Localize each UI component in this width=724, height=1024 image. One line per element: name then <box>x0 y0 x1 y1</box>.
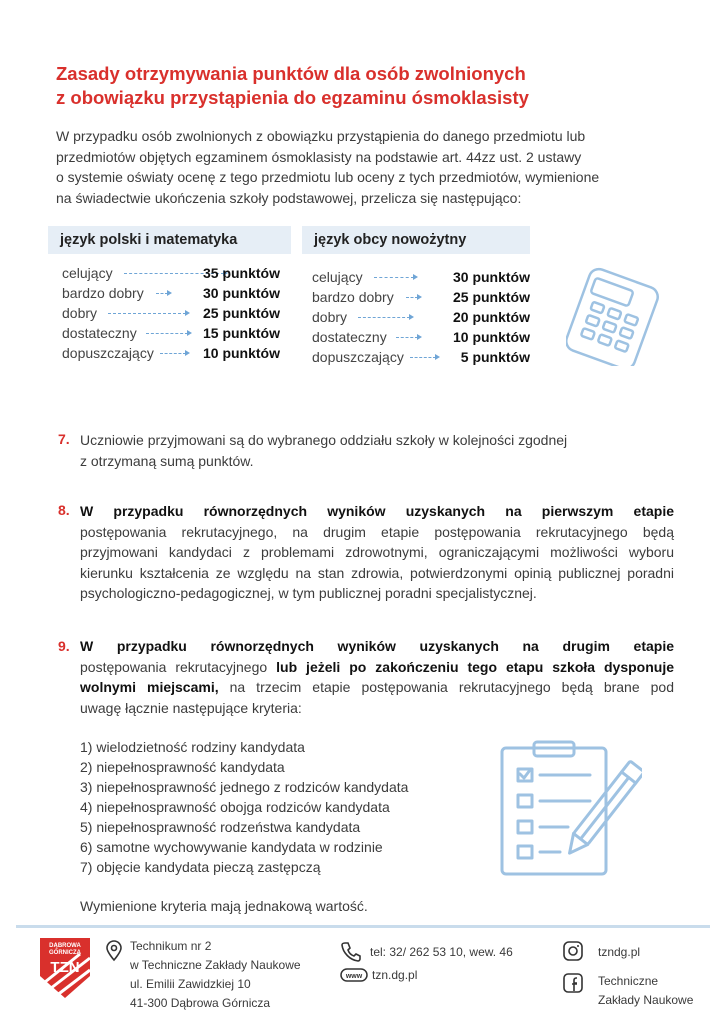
section-9-line <box>80 677 674 698</box>
table-heading-foreign-language: język obcy nowożytny <box>302 226 530 254</box>
list-item: 3) niepełnosprawność jednego z rodziców kandydata <box>80 779 409 795</box>
grade-points: 5 punktów <box>460 349 530 365</box>
list-item: 2) niepełnosprawność kandydata <box>80 759 285 775</box>
grade-table-polish-math <box>62 263 280 363</box>
intro-line: przedmiotów objętych egzaminem ósmoklasisty na podstawie art. 44zz ust. 2 ustawy <box>56 148 582 165</box>
section-9-line <box>80 657 674 678</box>
footer-website[interactable]: tzn.dg.pl <box>372 968 418 982</box>
grade-row <box>312 267 530 287</box>
arrow-line <box>160 353 186 354</box>
grade-name: celujący <box>62 265 113 281</box>
section-number-7: 7. <box>58 431 70 447</box>
grade-row <box>62 343 280 363</box>
grade-row <box>62 303 280 323</box>
svg-text:TZN: TZN <box>50 959 80 976</box>
table-heading-polish-math: język polski i matematyka <box>48 226 291 254</box>
phone-icon <box>340 940 362 962</box>
www-icon <box>340 968 368 982</box>
page-title <box>56 62 656 110</box>
grade-name: dostateczny <box>62 325 137 341</box>
arrow-line <box>358 317 410 318</box>
arrow-line <box>396 337 418 338</box>
footer-instagram[interactable]: tzndg.pl <box>598 945 641 959</box>
closing-note: Wymienione kryteria mają jednakową wartość. <box>80 898 368 914</box>
grade-name: dobry <box>312 309 348 325</box>
arrow-line <box>410 357 436 358</box>
svg-text:www: www <box>345 973 363 980</box>
section-8-line: kierunku kształcenia ze względu na stan zdrowia, potwierdzonymi opinią publicznej poradni <box>80 564 674 581</box>
grade-points: 30 punktów <box>202 285 280 301</box>
footer-phone: tel: 32/ 262 53 10, wew. 46 <box>370 945 513 959</box>
arrow-line <box>406 297 418 298</box>
section-9-normal-text: na trzecim etapie postępowania rekrutacyjnego będą brane pod <box>218 679 674 695</box>
list-item: 4) niepełnosprawność obojga rodziców kandydata <box>80 799 390 815</box>
section-9-bold-text: wolnymi miejscami, <box>80 679 219 695</box>
grade-name: bardzo dobry <box>62 285 144 301</box>
arrow-line <box>156 293 168 294</box>
footer-facebook[interactable] <box>598 972 693 1010</box>
section-number-9: 9. <box>58 638 70 654</box>
intro-line: W przypadku osób zwolnionych z obowiązku przystąpienia do danego przedmiotu lub <box>56 128 586 144</box>
list-item: 7) objęcie kandydata pieczą zastępczą <box>80 859 321 875</box>
tzn-logo <box>36 936 94 1000</box>
grade-name: dopuszczający <box>312 349 404 365</box>
grade-points: 25 punktów <box>202 305 280 321</box>
section-8-line: psychologiczno-pedagogicznej, w tym publicznej poradni specjalistycznej. <box>80 585 537 601</box>
grade-points: 15 punktów <box>202 325 280 341</box>
page-title-line-1: Zasady otrzymywania punktów dla osób zwolnionych <box>56 63 526 84</box>
grade-row <box>312 327 530 347</box>
facebook-line: Zakłady Naukowe <box>598 993 694 1007</box>
section-7-line: z otrzymaną sumą punktów. <box>80 452 254 469</box>
page-title-line-2: z obowiązku przystąpienia do egzaminu ósmoklasisty <box>56 87 529 108</box>
svg-text:GÓRNICZA: GÓRNICZA <box>49 950 81 956</box>
grade-name: celujący <box>312 269 363 285</box>
arrow-line <box>374 277 414 278</box>
intro-line: o systemie oświaty ocenę z tego przedmiotu lub oceny z tych przedmiotów, wymienione <box>56 169 600 185</box>
facebook-line: Techniczne <box>598 974 659 988</box>
section-8-text <box>80 501 674 604</box>
grade-row <box>62 323 280 343</box>
section-9-line: W przypadku równorzędnych wyników uzyskanych na drugim etapie <box>80 638 674 654</box>
instagram-icon[interactable] <box>562 940 584 962</box>
grade-name: dobry <box>62 305 98 321</box>
section-number-8: 8. <box>58 502 70 518</box>
facebook-icon[interactable] <box>562 972 584 994</box>
location-icon <box>104 940 124 962</box>
grade-row <box>312 307 530 327</box>
intro-line: na świadectwie ukończenia szkoły podstawowej, przelicza się następująco: <box>56 189 522 206</box>
section-9-line: uwagę łącznie następujące kryteria: <box>80 699 302 716</box>
grade-points: 30 punktów <box>452 269 530 285</box>
section-8-line: przyjmowani kandydaci z problemami zdrowotnymi, ograniczającymi możliwości wyboru <box>80 544 674 560</box>
address-line: w Techniczne Zakłady Naukowe <box>130 958 301 972</box>
footer-address <box>130 937 301 1013</box>
grade-points: 10 punktów <box>452 329 530 345</box>
footer-divider <box>16 925 710 928</box>
grade-row <box>312 347 530 367</box>
section-9-bold-text: lub jeżeli po zakończeniu tego etapu szkoła dysponuje <box>276 658 674 675</box>
grade-row <box>62 283 280 303</box>
grade-name: bardzo dobry <box>312 289 394 305</box>
section-8-line: postępowania rekrutacyjnego, na drugim etapie postępowania rekrutacyjnego będą <box>80 523 674 540</box>
address-line: ul. Emilii Zawidzkiej 10 <box>130 977 251 991</box>
criteria-list <box>80 737 408 877</box>
grade-points: 10 punktów <box>202 345 280 361</box>
section-9-text <box>80 636 674 718</box>
section-7-text <box>80 430 674 471</box>
grade-row <box>312 287 530 307</box>
section-9-normal-text: postępowania rekrutacyjnego <box>80 658 277 675</box>
grade-table-foreign-language <box>312 267 530 367</box>
list-item: 5) niepełnosprawność rodzeństwa kandydata <box>80 819 361 835</box>
section-8-line: W przypadku równorzędnych wyników uzyskanych na pierwszym etapie <box>80 503 674 519</box>
arrow-line <box>108 313 186 314</box>
grade-row <box>62 263 280 283</box>
grade-name: dostateczny <box>312 329 387 345</box>
grade-points: 20 punktów <box>452 309 530 325</box>
arrow-line <box>146 333 188 334</box>
list-item: 6) samotne wychowywanie kandydata w rodzinie <box>80 839 383 855</box>
grade-points: 35 punktów <box>202 265 280 281</box>
address-line: Technikum nr 2 <box>130 939 212 953</box>
calculator-icon <box>566 262 666 366</box>
address-line: 41-300 Dąbrowa Górnicza <box>130 996 271 1010</box>
list-item: 1) wielodzietność rodziny kandydata <box>80 739 305 755</box>
checklist-icon <box>498 740 642 878</box>
section-7-line: Uczniowie przyjmowani są do wybranego oddziału szkoły w kolejności zgodnej <box>80 432 568 448</box>
grade-points: 25 punktów <box>452 289 530 305</box>
grade-name: dopuszczający <box>62 345 154 361</box>
intro-paragraph <box>56 126 656 208</box>
svg-text:DĄBROWA: DĄBROWA <box>49 943 81 949</box>
